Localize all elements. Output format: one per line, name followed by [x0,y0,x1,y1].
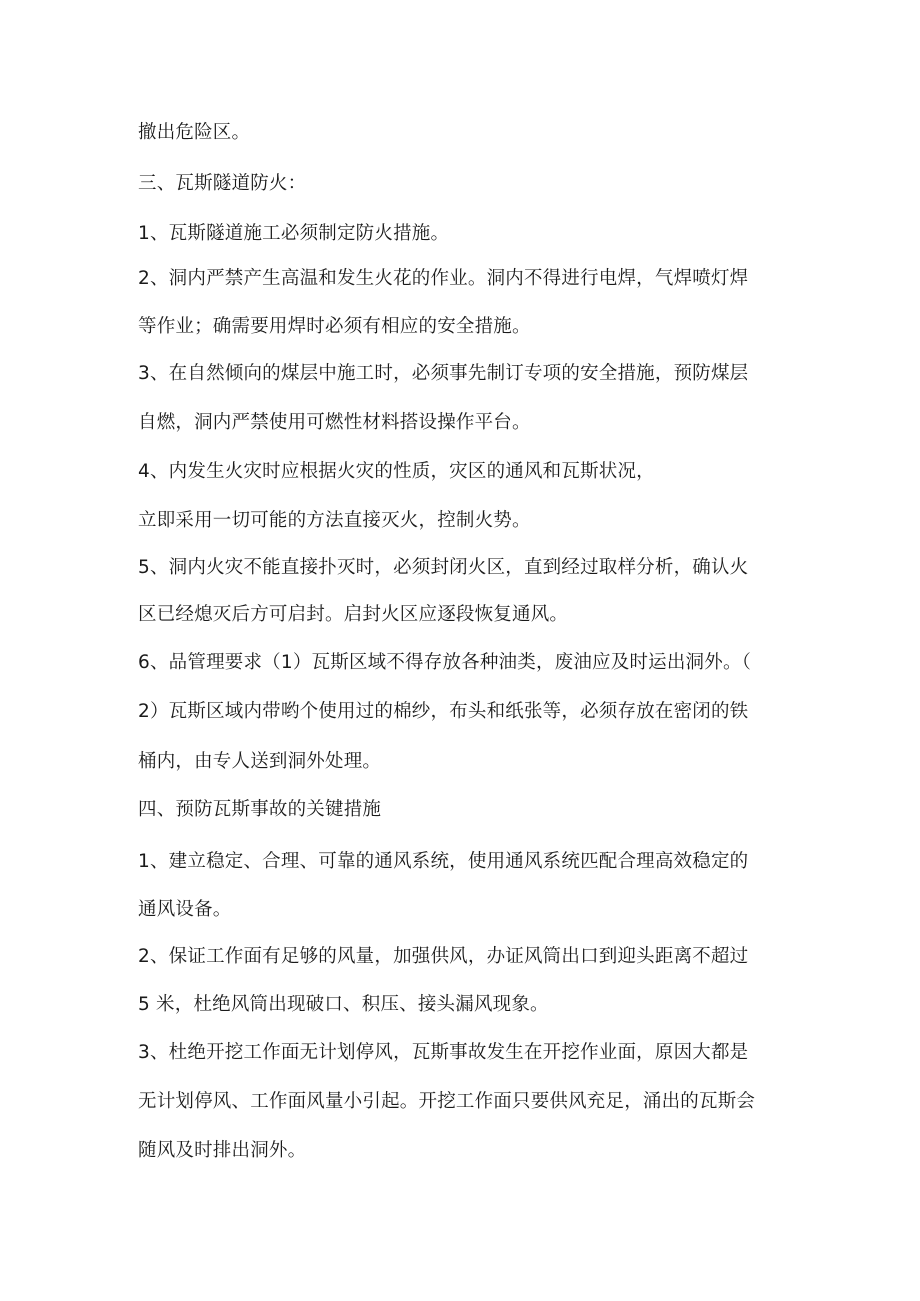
text-line: 3、杜绝开挖工作面无计划停风，瓦斯事故发生在开挖作业面，原因大都是 [138,1042,749,1063]
text-line: 2、保证工作面有足够的风量，加强供风，办证风筒出口到迎头距离不超过 [138,946,749,967]
text-line: 自燃，洞内严禁使用可燃性材料搭设操作平台。 [138,412,531,433]
text-line: 区已经熄灭后方可启封。启封火区应逐段恢复通风。 [138,604,569,625]
text-line: 5、洞内火灾不能直接扑灭时，必须封闭火区，直到经过取样分析，确认火 [138,557,749,578]
text-line: 2、洞内严禁产生高温和发生火花的作业。洞内不得进行电焊，气焊喷灯焊 [138,268,749,289]
text-line: 5 米，杜绝风筒出现破口、积压、接头漏风现象。 [138,994,549,1015]
section-heading: 四、预防瓦斯事故的关键措施 [138,799,382,820]
text-line: 6、品管理要求（1）瓦斯区域不得存放各种油类，废油应及时运出洞外。（ [138,652,752,673]
text-line: 桶内，由专人送到洞外处理。 [138,751,382,772]
text-line: 1、建立稳定、合理、可靠的通风系统，使用通风系统匹配合理高效稳定的 [138,851,749,872]
text-line: 随风及时排出洞外。 [138,1140,307,1161]
text-line: 2）瓦斯区域内带哟个使用过的棉纱，布头和纸张等，必须存放在密闭的铁 [138,701,749,722]
text-line: 4、内发生火灾时应根据火灾的性质，灾区的通风和瓦斯状况， [138,461,655,482]
text-line: 3、在自然倾向的煤层中施工时，必须事先制订专项的安全措施，预防煤层 [138,363,749,384]
text-line: 无计划停风、工作面风量小引起。开挖工作面只要供风充足，涌出的瓦斯会 [138,1091,756,1112]
text-line: 1、瓦斯隧道施工必须制定防火措施。 [138,223,450,244]
text-line: 立即采用一切可能的方法直接灭火，控制火势。 [138,510,531,531]
section-heading: 三、瓦斯隧道防火： [138,173,307,194]
text-line: 等作业；确需要用焊时必须有相应的安全措施。 [138,316,531,337]
text-line: 通风设备。 [138,899,232,920]
text-line: 撤出危险区。 [138,122,251,143]
